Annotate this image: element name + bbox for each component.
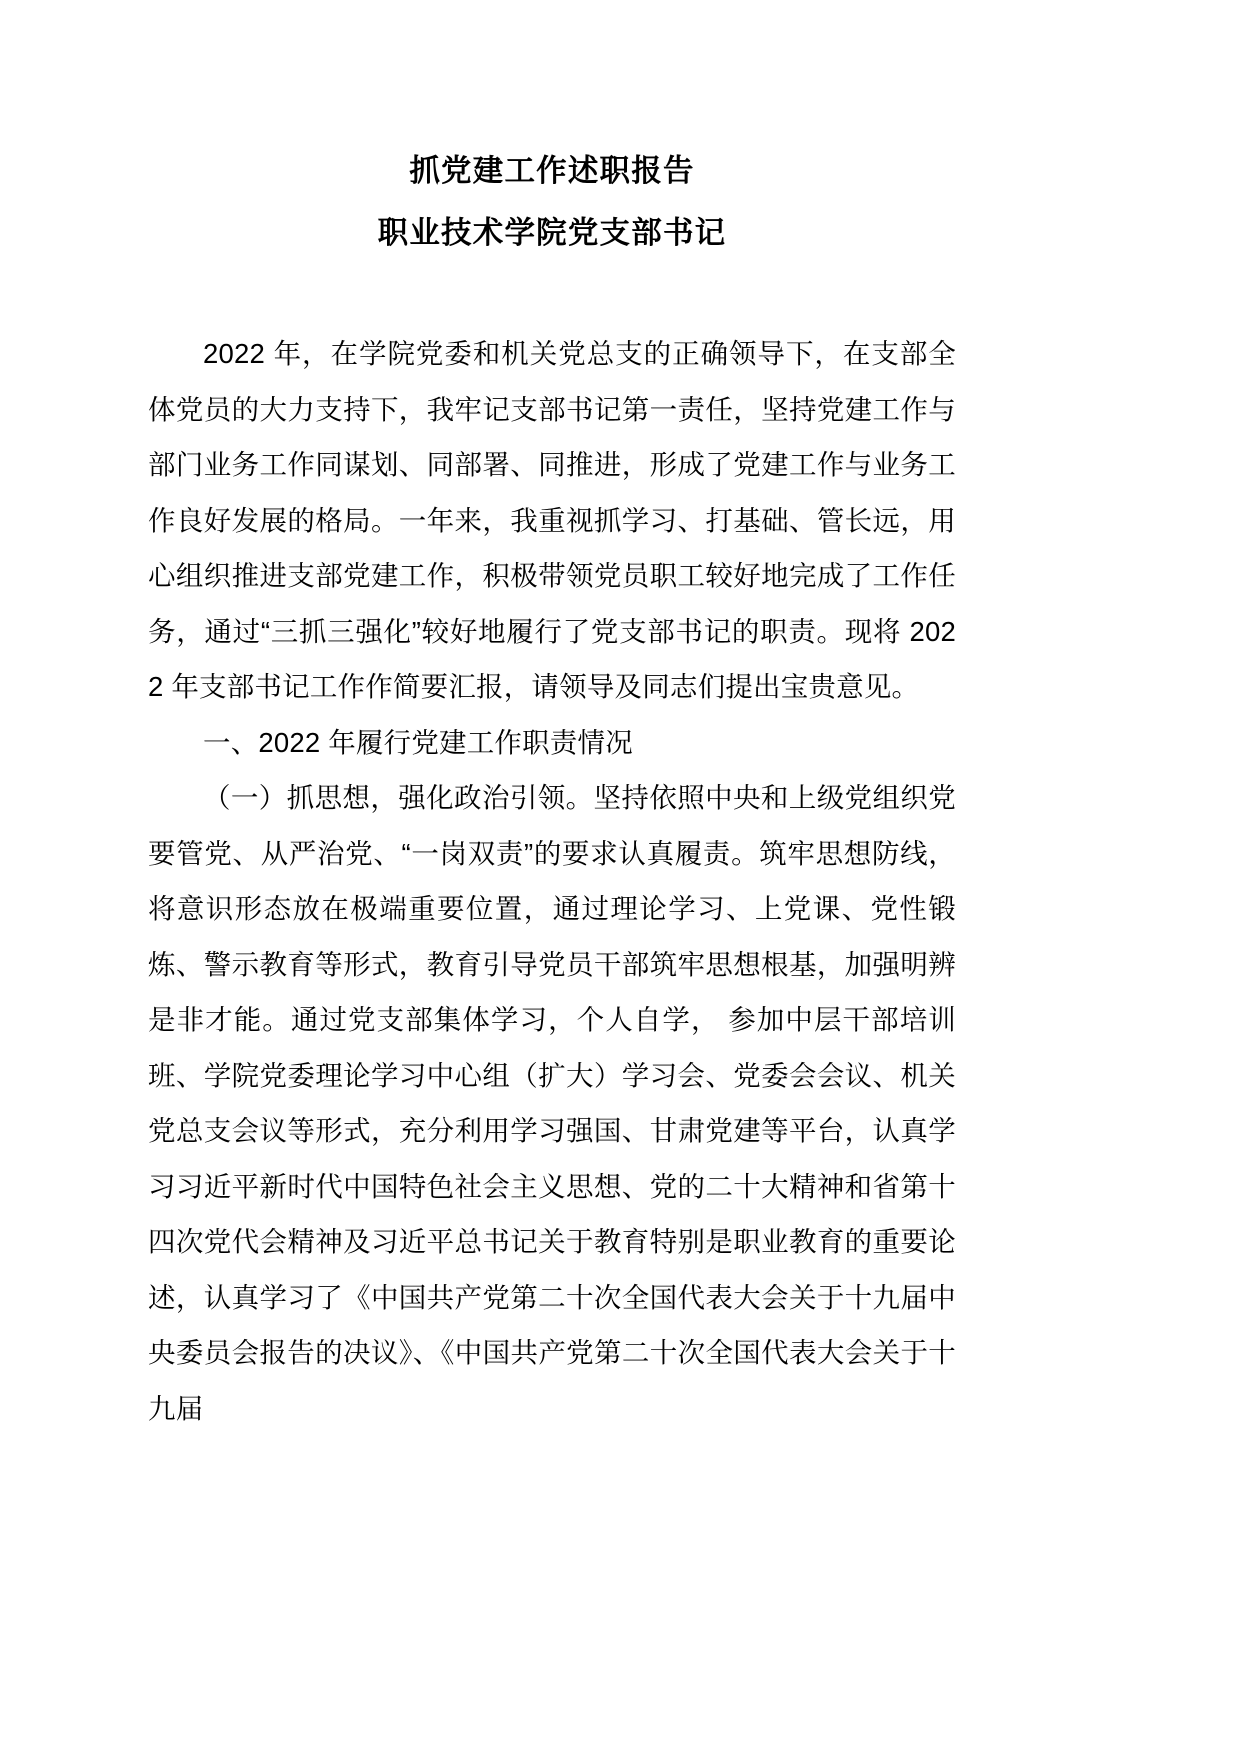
section-heading-one: 一、2022 年履行党建工作职责情况 bbox=[203, 726, 633, 758]
subsection-paragraph-one: （一）抓思想，强化政治引领。坚持依照中央和上级党组织党要管党、从严治党、“一岗双责”的要求认真履责。筑牢思想防线，将意识形态放在极端重要位置，通过理论学习、上党课、党性锻炼、警示教育等形式，教育引导党员干部筑牢思想根基，加强明辨是非才能。通过党支部集体学习，个人自学， 参加中层干部培训班、学院党委理论学习中心组（扩大）学习会、党委会会议、机关党总支会议等形式，充分利用学习强国、甘肃党建等平台，认真学习习近平新时代中国特色社会主义思想、党的二十大精神和省第十四次党代会精神及习近平总书记关于教育特别是职业教育的重要论述，认真学习了《中国共产党第二十次全国代表大会关于十九届中央委员会报告的决议》、《中国共产党第二十次全国代表大会关于十九届 bbox=[148, 782, 956, 1424]
page-content bbox=[148, 0, 956, 1436]
document-body bbox=[148, 326, 956, 1436]
document-title-line-1: 抓党建工作述职报告 bbox=[409, 154, 695, 188]
document-title-line-2: 职业技术学院党支部书记 bbox=[377, 216, 727, 250]
intro-paragraph: 2022 年，在学院党委和机关党总支的正确领导下，在支部全体党员的大力支持下，我牢记支部书记第一责任，坚持党建工作与部门业务工作同谋划、同部署、同推进，形成了党建工作与业务工作良好发展的格局。一年来，我重视抓学习、打基础、管长远，用心组织推进支部党建工作，积极带领党员职工较好地完成了工作任务，通过“三抓三强化”较好地履行了党支部书记的职责。现将 2022 年支部书记工作作简要汇报，请领导及同志们提出宝贵意见。 bbox=[148, 338, 956, 702]
document-title-block bbox=[148, 0, 956, 264]
